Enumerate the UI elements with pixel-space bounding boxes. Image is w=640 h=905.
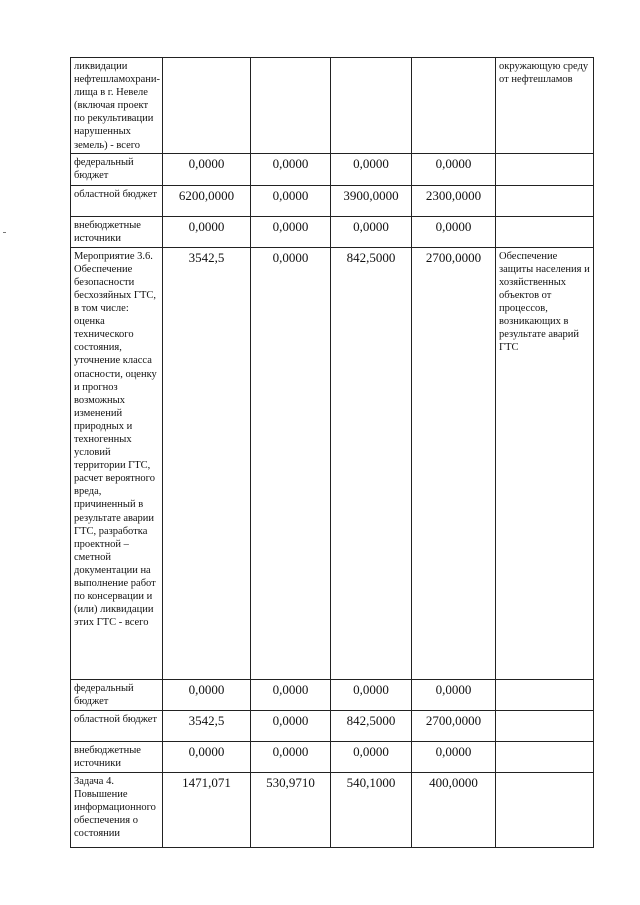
row-result xyxy=(496,153,594,185)
table-row xyxy=(71,741,594,772)
value-total: 0,0000 xyxy=(163,679,251,710)
value-total: 3542,5 xyxy=(163,247,251,679)
value-total xyxy=(163,58,251,154)
table-row xyxy=(71,247,594,679)
value-year-3 xyxy=(412,58,496,154)
value-year-1: 0,0000 xyxy=(251,679,331,710)
value-year-2 xyxy=(331,58,412,154)
table-row xyxy=(71,153,594,185)
row-label: Задача 4. Повышение информационного обеспечения о состоянии xyxy=(71,772,163,847)
row-label: федеральный бюджет xyxy=(71,153,163,185)
row-label: областной бюджет xyxy=(71,185,163,216)
margin-mark xyxy=(3,232,6,233)
row-label: внебюджетные источники xyxy=(71,216,163,247)
value-year-3: 2300,0000 xyxy=(412,185,496,216)
row-result xyxy=(496,679,594,710)
value-total: 0,0000 xyxy=(163,741,251,772)
value-year-3: 0,0000 xyxy=(412,216,496,247)
row-label: Мероприятие 3.6. Обеспечение безопасности бесхозяйных ГТС, в том числе: оценка технического состояния, уточнение класса опасности, оценку и прогноз возможных изменений природных и техногенных условий территории ГТС, расчет вероятного вреда, причиненный в результате аварии ГТС, разработка проектной – сметной документации на выполнение работ по консервации и (или) ликвидации этих ГТС - всего xyxy=(71,247,163,679)
table-row xyxy=(71,185,594,216)
value-year-3: 2700,0000 xyxy=(412,710,496,741)
value-year-3: 0,0000 xyxy=(412,153,496,185)
value-total: 3542,5 xyxy=(163,710,251,741)
table-row xyxy=(71,772,594,847)
value-year-3: 0,0000 xyxy=(412,741,496,772)
row-label: внебюджетные источники xyxy=(71,741,163,772)
value-year-1: 530,9710 xyxy=(251,772,331,847)
value-year-1: 0,0000 xyxy=(251,710,331,741)
budget-table xyxy=(70,57,594,848)
value-year-2: 842,5000 xyxy=(331,710,412,741)
value-year-2: 842,5000 xyxy=(331,247,412,679)
row-result xyxy=(496,772,594,847)
table-row xyxy=(71,679,594,710)
value-year-2: 3900,0000 xyxy=(331,185,412,216)
row-label: федеральный бюджет xyxy=(71,679,163,710)
value-year-3: 0,0000 xyxy=(412,679,496,710)
row-result: Обеспечение защиты населения и хозяйственных объектов от процессов, возникающих в результате аварий ГТС xyxy=(496,247,594,679)
value-year-2: 0,0000 xyxy=(331,216,412,247)
value-year-1 xyxy=(251,58,331,154)
row-result xyxy=(496,710,594,741)
value-year-3: 2700,0000 xyxy=(412,247,496,679)
table-row xyxy=(71,710,594,741)
value-total: 1471,071 xyxy=(163,772,251,847)
row-result: окружающую среду от нефтешламов xyxy=(496,58,594,154)
row-label: ликвидации нефтешламохрани-лища в г. Невеле (включая проект по рекультивации нарушенных земель) - всего xyxy=(71,58,163,154)
value-year-2: 0,0000 xyxy=(331,679,412,710)
value-year-2: 540,1000 xyxy=(331,772,412,847)
value-year-1: 0,0000 xyxy=(251,741,331,772)
value-year-1: 0,0000 xyxy=(251,216,331,247)
row-result xyxy=(496,741,594,772)
row-label: областной бюджет xyxy=(71,710,163,741)
row-result xyxy=(496,185,594,216)
value-year-3: 400,0000 xyxy=(412,772,496,847)
value-total: 6200,0000 xyxy=(163,185,251,216)
row-result xyxy=(496,216,594,247)
value-total: 0,0000 xyxy=(163,216,251,247)
value-year-1: 0,0000 xyxy=(251,153,331,185)
value-year-2: 0,0000 xyxy=(331,153,412,185)
table-row xyxy=(71,58,594,154)
value-year-1: 0,0000 xyxy=(251,247,331,679)
value-total: 0,0000 xyxy=(163,153,251,185)
value-year-1: 0,0000 xyxy=(251,185,331,216)
value-year-2: 0,0000 xyxy=(331,741,412,772)
table-row xyxy=(71,216,594,247)
